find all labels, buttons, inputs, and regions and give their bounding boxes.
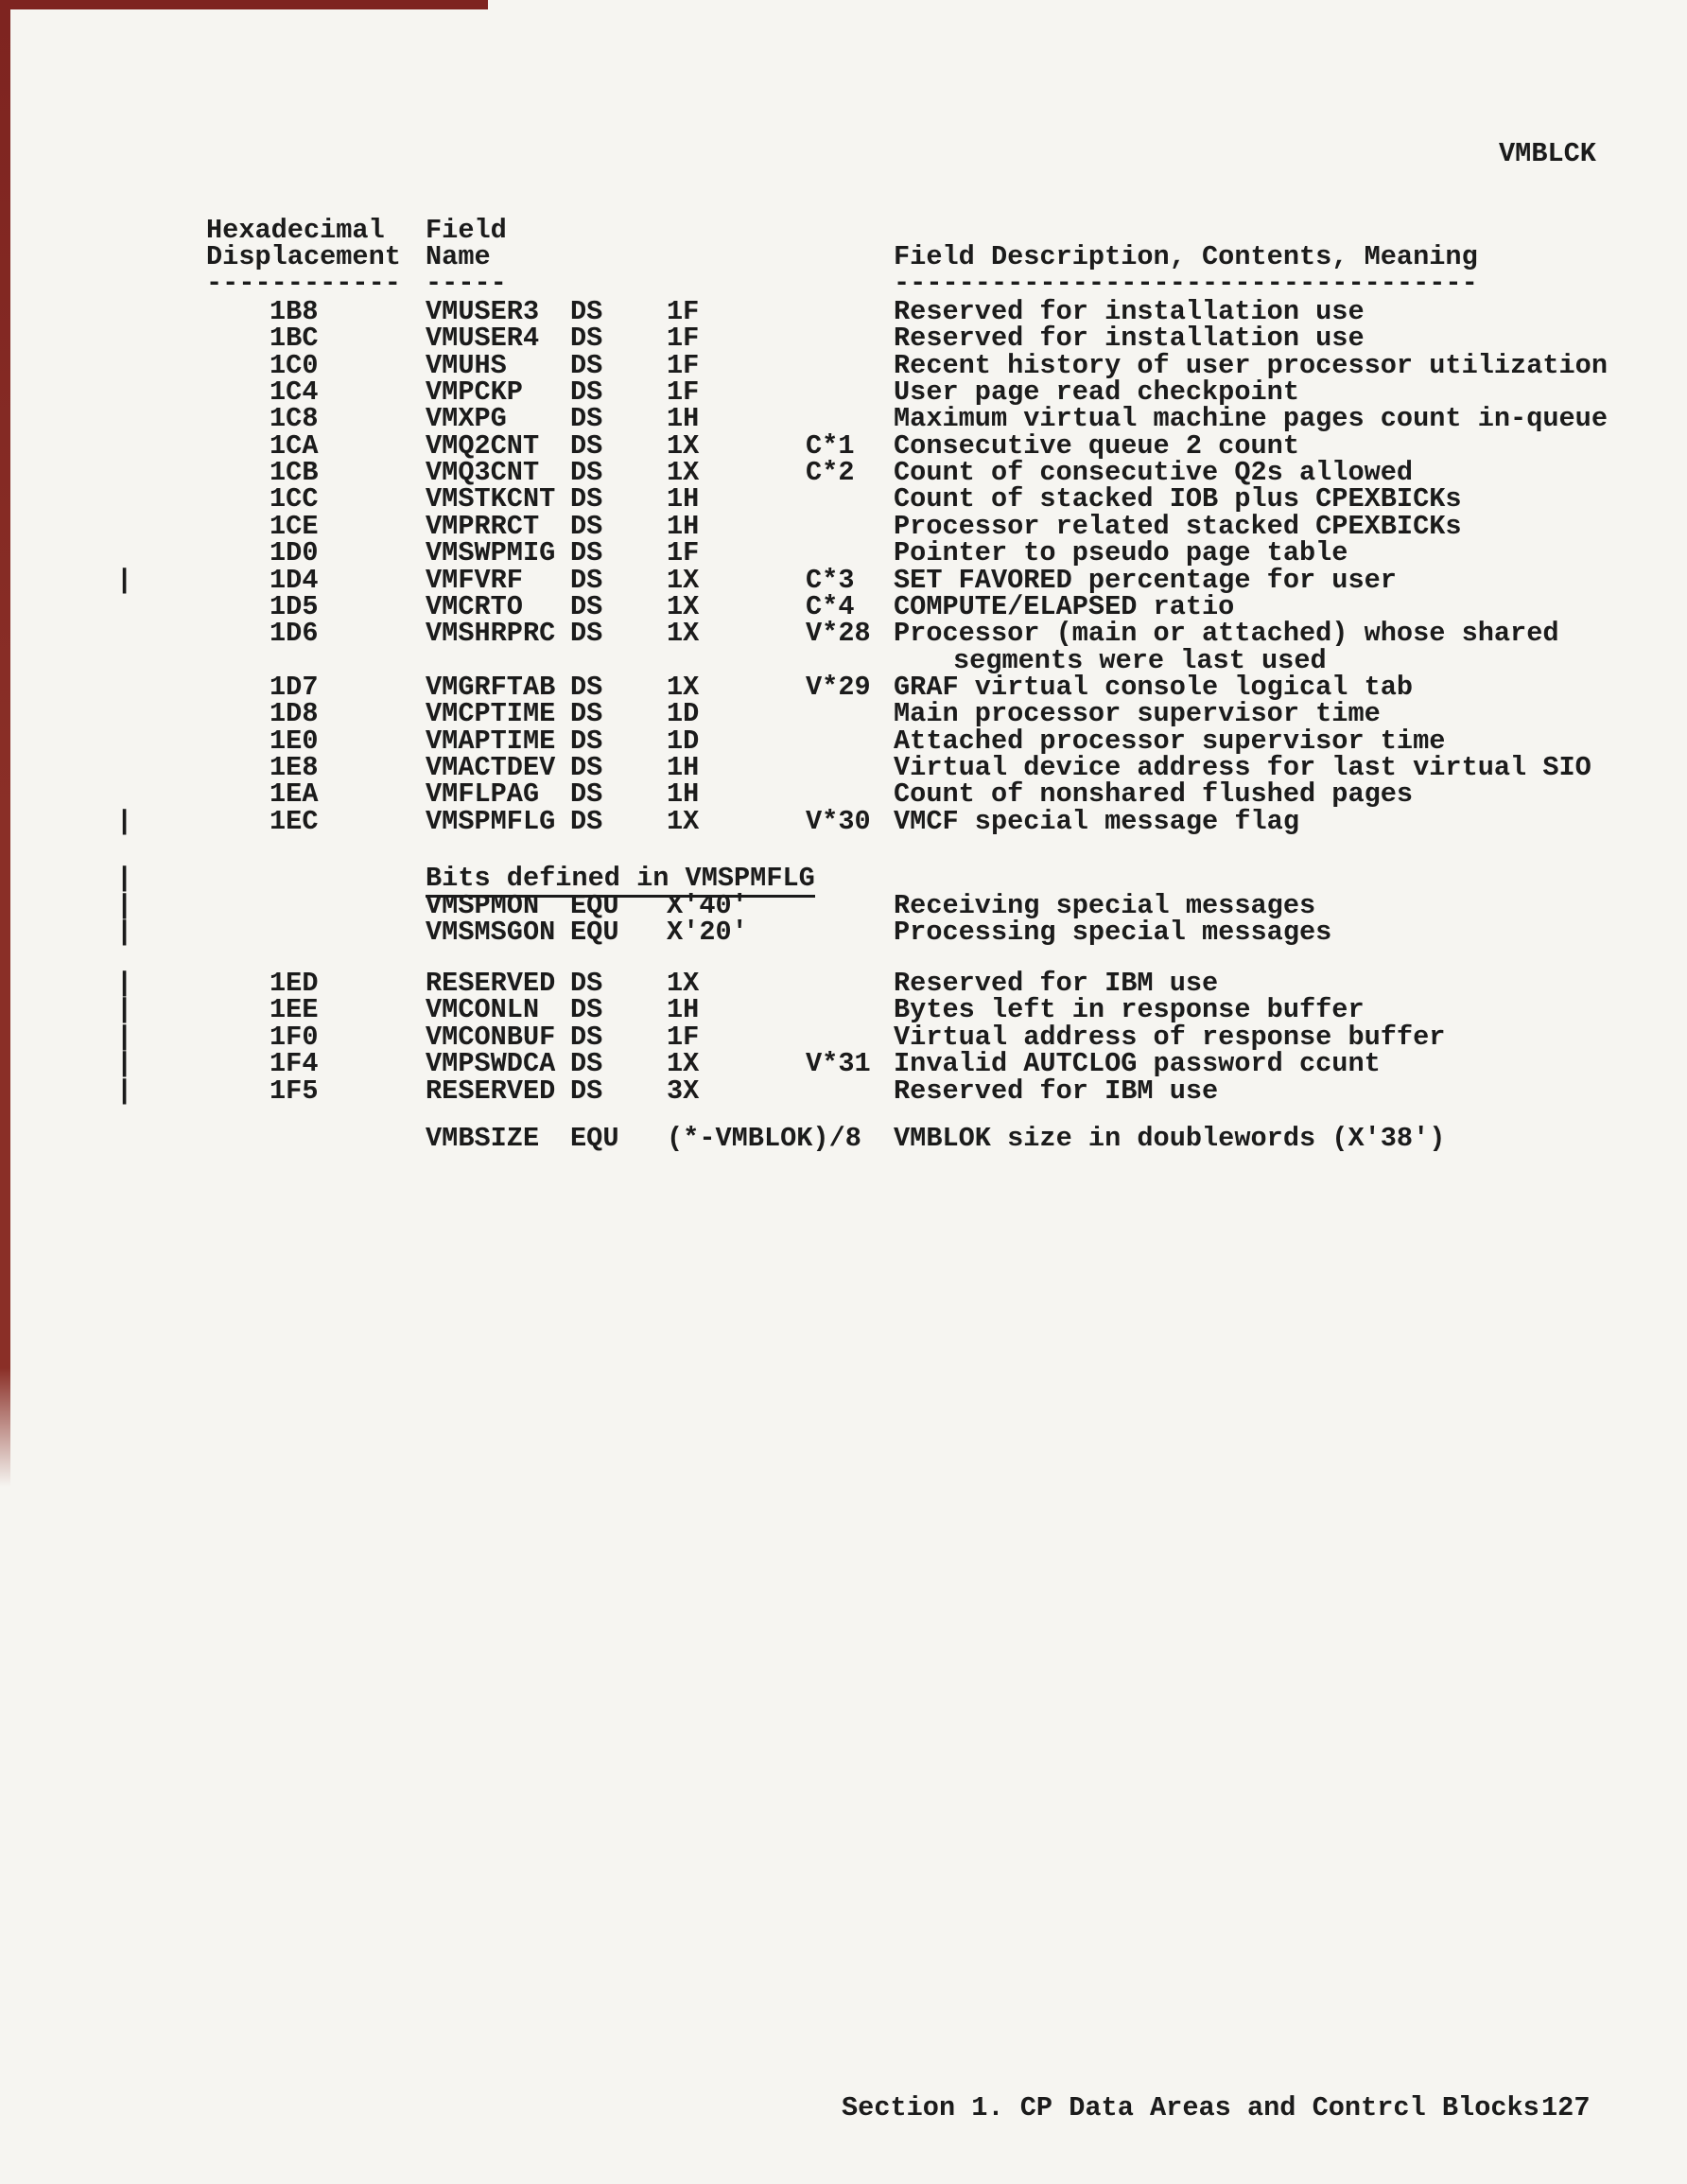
assembler-op-cell: DS bbox=[570, 510, 603, 542]
page-footer bbox=[0, 2092, 1687, 2123]
field-description-cell: Main processor supervisor time bbox=[894, 698, 1381, 730]
table-row bbox=[0, 537, 1687, 569]
bits-heading: Bits defined in VMSPMFLG bbox=[426, 863, 815, 898]
table-row bbox=[0, 725, 1687, 757]
table-row bbox=[0, 698, 1687, 730]
change-bar: | bbox=[116, 805, 133, 837]
field-name-cell: VMUHS bbox=[426, 349, 507, 381]
field-name-cell: VMXPG bbox=[426, 403, 507, 435]
field-description-cell: VMCF special message flag bbox=[894, 805, 1299, 837]
field-name-cell: VMUSER3 bbox=[426, 296, 540, 327]
table-row bbox=[0, 890, 1687, 921]
field-description-cell: Pointer to pseudo page table bbox=[894, 537, 1348, 569]
assembler-op-cell: DS bbox=[570, 590, 603, 622]
hex-displacement-cell: 1ED bbox=[270, 968, 319, 999]
field-description-cell: SET FAVORED percentage for user bbox=[894, 564, 1397, 596]
field-description-cell: COMPUTE/ELAPSED ratio bbox=[894, 590, 1235, 622]
table-row bbox=[0, 564, 1687, 596]
table-row bbox=[0, 483, 1687, 515]
field-name-cell: VMPRRCT bbox=[426, 510, 540, 542]
field-description-cell: Receiving special messages bbox=[894, 890, 1316, 921]
field-description-cell: Virtual address of response buffer bbox=[894, 1021, 1446, 1053]
col-header-description: Field Description, Contents, Meaning bbox=[894, 241, 1478, 272]
table-row bbox=[0, 917, 1687, 949]
col-header-fieldname-line2: Name bbox=[426, 241, 491, 272]
assembler-op-cell: DS bbox=[570, 1048, 603, 1080]
assembler-op-cell: DS bbox=[570, 778, 603, 811]
hex-displacement-cell: 1D7 bbox=[270, 671, 319, 703]
assembler-op-cell: DS bbox=[570, 751, 603, 783]
assembler-op-cell: DS bbox=[570, 618, 603, 650]
table-header-rule-row bbox=[0, 268, 1687, 299]
table-row bbox=[0, 968, 1687, 999]
flag-ref-cell: C*3 bbox=[806, 564, 855, 596]
table-row bbox=[0, 429, 1687, 462]
length-operand-cell: 1F bbox=[667, 296, 700, 327]
table-row bbox=[0, 618, 1687, 650]
field-description-cell: Count of consecutive Q2s allowed bbox=[894, 457, 1414, 489]
field-description-cell: VMBLOK size in doublewords (X'38') bbox=[894, 1123, 1446, 1154]
field-description-cell: Count of nonshared flushed pages bbox=[894, 778, 1414, 811]
field-description-cell: User page read checkpoint bbox=[894, 376, 1299, 409]
length-operand-cell: X'40' bbox=[667, 890, 748, 921]
table-row bbox=[0, 805, 1687, 837]
hex-displacement-cell: 1D8 bbox=[270, 698, 319, 730]
table-row bbox=[0, 1123, 1687, 1154]
field-name-cell: RESERVED bbox=[426, 1075, 556, 1107]
field-name-cell: VMPCKP bbox=[426, 376, 523, 409]
field-name-cell: VMUSER4 bbox=[426, 323, 540, 355]
field-description-cell: Bytes left in response buffer bbox=[894, 994, 1365, 1026]
length-operand-cell: 1F bbox=[667, 349, 700, 381]
header-rule-description: ------------------------------------ bbox=[894, 268, 1478, 299]
assembler-op-cell: DS bbox=[570, 698, 603, 730]
length-operand-cell: 1X bbox=[667, 590, 700, 622]
table-row bbox=[0, 994, 1687, 1026]
length-operand-cell: 1X bbox=[667, 457, 700, 489]
change-bar: | bbox=[116, 890, 133, 921]
field-name-cell: VMBSIZE bbox=[426, 1123, 540, 1154]
hex-displacement-cell: 1D5 bbox=[270, 590, 319, 622]
length-operand-cell: 1F bbox=[667, 537, 700, 569]
hex-displacement-cell: 1EA bbox=[270, 778, 319, 811]
length-operand-cell: 1H bbox=[667, 778, 700, 811]
hex-displacement-cell: 1D0 bbox=[270, 537, 319, 569]
field-name-cell: VMCRTO bbox=[426, 590, 523, 622]
field-description-cell: segments were last used bbox=[953, 644, 1327, 676]
field-name-cell: VMSWPMIG bbox=[426, 537, 556, 569]
field-description-cell: Processing special messages bbox=[894, 917, 1332, 949]
length-operand-cell: 1X bbox=[667, 429, 700, 462]
assembler-op-cell: DS bbox=[570, 564, 603, 596]
field-description-cell: Reserved for installation use bbox=[894, 323, 1365, 355]
assembler-op-cell: DS bbox=[570, 725, 603, 757]
field-description-cell: Maximum virtual machine pages count in-queue bbox=[894, 403, 1608, 435]
field-name-cell: VMFVRF bbox=[426, 564, 523, 596]
length-operand-cell: 1X bbox=[667, 671, 700, 703]
field-description-cell: GRAF virtual console logical tab bbox=[894, 671, 1414, 703]
field-name-cell: VMQ2CNT bbox=[426, 429, 540, 462]
field-name-cell: VMACTDEV bbox=[426, 751, 556, 783]
flag-ref-cell: C*1 bbox=[806, 429, 855, 462]
field-name-cell: VMSTKCNT bbox=[426, 483, 556, 515]
field-name-cell: VMCPTIME bbox=[426, 698, 556, 730]
field-name-cell: VMSPMON bbox=[426, 890, 540, 921]
hex-displacement-cell: 1EC bbox=[270, 805, 319, 837]
length-operand-cell: 1H bbox=[667, 403, 700, 435]
assembler-op-cell: DS bbox=[570, 323, 603, 355]
col-header-displacement-line1: Hexadecimal bbox=[206, 215, 385, 246]
hex-displacement-cell: 1C8 bbox=[270, 403, 319, 435]
field-name-cell: VMSMSGON bbox=[426, 917, 556, 949]
field-name-cell: VMGRFTAB bbox=[426, 671, 556, 703]
assembler-op-cell: EQU bbox=[570, 1123, 619, 1154]
length-operand-cell: 3X bbox=[667, 1075, 700, 1107]
assembler-op-cell: DS bbox=[570, 457, 603, 489]
field-name-cell: VMAPTIME bbox=[426, 725, 556, 757]
assembler-op-cell: DS bbox=[570, 349, 603, 381]
assembler-op-cell: DS bbox=[570, 671, 603, 703]
assembler-op-cell: DS bbox=[570, 805, 603, 837]
hex-displacement-cell: 1F5 bbox=[270, 1075, 319, 1107]
change-bar: | bbox=[116, 917, 133, 949]
hex-displacement-cell: 1D4 bbox=[270, 564, 319, 596]
field-name-cell: VMCONLN bbox=[426, 994, 540, 1026]
length-operand-cell: 1X bbox=[667, 564, 700, 596]
scan-edge-artifact-top bbox=[0, 0, 488, 9]
flag-ref-cell: C*4 bbox=[806, 590, 855, 622]
assembler-op-cell: DS bbox=[570, 403, 603, 435]
assembler-op-cell: EQU bbox=[570, 890, 619, 921]
field-name-cell: VMSPMFLG bbox=[426, 805, 556, 837]
assembler-op-cell: DS bbox=[570, 296, 603, 327]
header-rule-displacement: ------------ bbox=[206, 268, 401, 299]
length-operand-cell: 1F bbox=[667, 1021, 700, 1053]
flag-ref-cell: C*2 bbox=[806, 457, 855, 489]
length-operand-cell: 1D bbox=[667, 725, 700, 757]
hex-displacement-cell: 1C0 bbox=[270, 349, 319, 381]
change-bar: | bbox=[116, 1021, 133, 1053]
length-operand-cell: 1F bbox=[667, 376, 700, 409]
length-operand-cell: 1H bbox=[667, 483, 700, 515]
flag-ref-cell: V*28 bbox=[806, 618, 871, 650]
assembler-op-cell: EQU bbox=[570, 917, 619, 949]
hex-displacement-cell: 1D6 bbox=[270, 618, 319, 650]
table-row bbox=[0, 376, 1687, 409]
field-description-cell: Reserved for installation use bbox=[894, 296, 1365, 327]
hex-displacement-cell: 1CB bbox=[270, 457, 319, 489]
length-operand-cell: 1X bbox=[667, 1048, 700, 1080]
hex-displacement-cell: 1E8 bbox=[270, 751, 319, 783]
change-bar: | bbox=[116, 1075, 133, 1107]
table-row bbox=[0, 1021, 1687, 1053]
field-name-cell: VMSHRPRC bbox=[426, 618, 556, 650]
hex-displacement-cell: 1CA bbox=[270, 429, 319, 462]
flag-ref-cell: V*31 bbox=[806, 1048, 871, 1080]
flag-ref-cell: V*29 bbox=[806, 671, 871, 703]
change-bar: | bbox=[116, 564, 133, 596]
table-row bbox=[0, 1048, 1687, 1080]
hex-displacement-cell: 1C4 bbox=[270, 376, 319, 409]
hex-displacement-cell: 1CE bbox=[270, 510, 319, 542]
bits-heading-row bbox=[0, 863, 1687, 894]
field-name-cell: VMFLPAG bbox=[426, 778, 540, 811]
table-row bbox=[0, 403, 1687, 435]
field-description-cell: Reserved for IBM use bbox=[894, 1075, 1219, 1107]
table-row bbox=[0, 751, 1687, 783]
field-description-cell: Attached processor supervisor time bbox=[894, 725, 1446, 757]
assembler-op-cell: DS bbox=[570, 376, 603, 409]
field-name-cell: RESERVED bbox=[426, 968, 556, 999]
footer-section-title: Section 1. CP Data Areas and Contrcl Blocks bbox=[842, 2092, 1539, 2123]
change-bar: | bbox=[116, 863, 133, 894]
table-row bbox=[0, 457, 1687, 489]
length-operand-cell: 1H bbox=[667, 994, 700, 1026]
flag-ref-cell: V*30 bbox=[806, 805, 871, 837]
length-operand-cell: 1X bbox=[667, 968, 700, 999]
change-bar: | bbox=[116, 968, 133, 999]
table-row bbox=[0, 349, 1687, 381]
col-header-fieldname-line1: Field bbox=[426, 215, 507, 246]
length-operand-cell: 1X bbox=[667, 805, 700, 837]
field-name-cell: VMQ3CNT bbox=[426, 457, 540, 489]
length-operand-cell: 1D bbox=[667, 698, 700, 730]
table-row bbox=[0, 778, 1687, 811]
footer-page-number: 127 bbox=[1541, 2092, 1591, 2123]
field-name-cell: VMCONBUF bbox=[426, 1021, 556, 1053]
field-description-cell: Invalid AUTCLOG password ccunt bbox=[894, 1048, 1381, 1080]
length-operand-cell: (*-VMBLOK)/8 bbox=[667, 1123, 861, 1154]
table-row bbox=[0, 323, 1687, 355]
hex-displacement-cell: 1E0 bbox=[270, 725, 319, 757]
page-header-label: VMBLCK bbox=[1499, 138, 1596, 169]
hex-displacement-cell: 1EE bbox=[270, 994, 319, 1026]
assembler-op-cell: DS bbox=[570, 483, 603, 515]
change-bar: | bbox=[116, 1048, 133, 1080]
field-description-cell: Processor related stacked CPEXBICKs bbox=[894, 510, 1462, 542]
hex-displacement-cell: 1BC bbox=[270, 323, 319, 355]
assembler-op-cell: DS bbox=[570, 1021, 603, 1053]
table-header-row-1 bbox=[0, 215, 1687, 246]
hex-displacement-cell: 1F4 bbox=[270, 1048, 319, 1080]
assembler-op-cell: DS bbox=[570, 1075, 603, 1107]
assembler-op-cell: DS bbox=[570, 537, 603, 569]
field-description-cell: Virtual device address for last virtual SIO bbox=[894, 751, 1591, 783]
table-row bbox=[0, 644, 1687, 676]
field-description-cell: Reserved for IBM use bbox=[894, 968, 1219, 999]
length-operand-cell: X'20' bbox=[667, 917, 748, 949]
length-operand-cell: 1F bbox=[667, 323, 700, 355]
length-operand-cell: 1H bbox=[667, 751, 700, 783]
table-row bbox=[0, 1075, 1687, 1107]
assembler-op-cell: DS bbox=[570, 429, 603, 462]
table-row bbox=[0, 671, 1687, 703]
header-rule-fieldname: ----- bbox=[426, 268, 507, 299]
hex-displacement-cell: 1B8 bbox=[270, 296, 319, 327]
field-name-cell: VMPSWDCA bbox=[426, 1048, 556, 1080]
col-header-displacement-line2: Displacement bbox=[206, 241, 401, 272]
table-row bbox=[0, 296, 1687, 327]
change-bar: | bbox=[116, 994, 133, 1026]
field-description-cell: Processor (main or attached) whose shared bbox=[894, 618, 1559, 650]
table-header-row-2 bbox=[0, 241, 1687, 272]
assembler-op-cell: DS bbox=[570, 994, 603, 1026]
table-row bbox=[0, 510, 1687, 542]
table-row bbox=[0, 590, 1687, 622]
assembler-op-cell: DS bbox=[570, 968, 603, 999]
hex-displacement-cell: 1F0 bbox=[270, 1021, 319, 1053]
field-description-cell: Consecutive queue 2 count bbox=[894, 429, 1299, 462]
field-description-cell: Count of stacked IOB plus CPEXBICKs bbox=[894, 483, 1462, 515]
hex-displacement-cell: 1CC bbox=[270, 483, 319, 515]
field-description-cell: Recent history of user processor utilization bbox=[894, 349, 1608, 381]
length-operand-cell: 1H bbox=[667, 510, 700, 542]
length-operand-cell: 1X bbox=[667, 618, 700, 650]
